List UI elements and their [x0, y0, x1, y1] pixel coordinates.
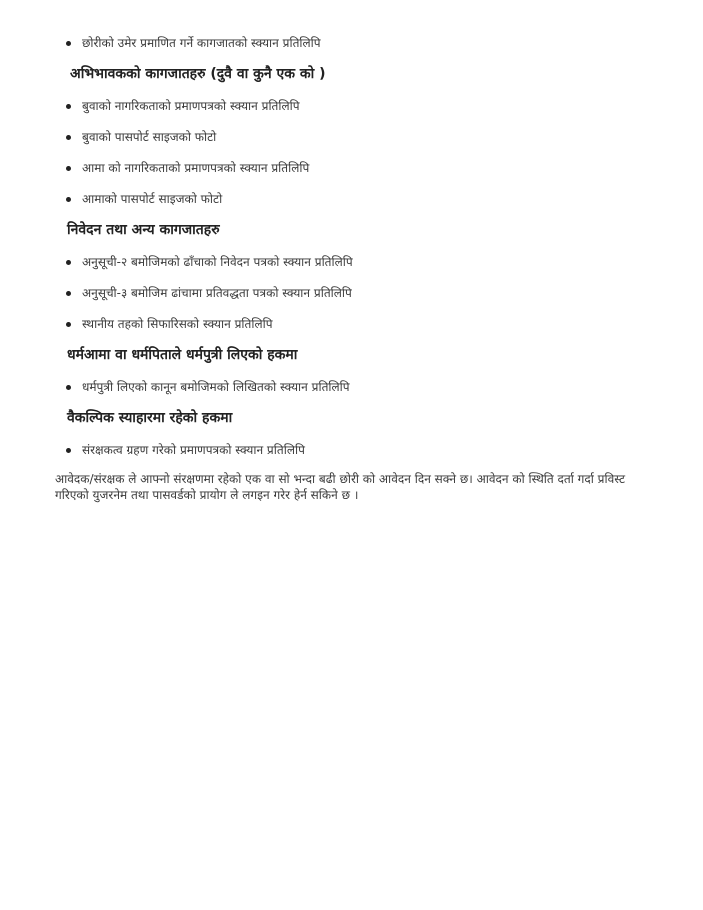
- heading-adoption-case: धर्मआमा वा धर्मपिताले धर्मपुत्री लिएको हकमा: [67, 347, 298, 363]
- list-item-annex3-commitment: अनुसूची-३ बमोजिम ढांचामा प्रतिवद्धता पत्रको स्क्यान प्रतिलिपि: [82, 286, 352, 300]
- list-item-local-recommendation: स्थानीय तहको सिफारिसको स्क्यान प्रतिलिपि: [82, 317, 273, 331]
- list-item-annex2-application: अनुसूची-२ बमोजिमको ढाँचाको निवेदन पत्रको स्क्यान प्रतिलिपि: [82, 255, 353, 269]
- heading-guardian-documents: अभिभावकको कागजातहरु (दुवै वा कुनै एक को ): [70, 66, 326, 82]
- list-item-mother-citizenship: आमा को नागरिकताको प्रमाणपत्रको स्क्यान प्रतिलिपि: [82, 161, 310, 175]
- heading-application-documents: निवेदन तथा अन्य कागजातहरु: [67, 222, 220, 238]
- list-item-father-photo: बुवाको पासपोर्ट साइजको फोटो: [82, 130, 217, 144]
- list-item-adoption-deed: धर्मपुत्री लिएको कानून बमोजिमको लिखितको स्क्यान प्रतिलिपि: [82, 380, 350, 394]
- list-item-guardianship-certificate: संरक्षकत्व ग्रहण गरेको प्रमाणपत्रको स्क्यान प्रतिलिपि: [82, 443, 305, 457]
- list-item-mother-photo: आमाको पासपोर्ट साइजको फोटो: [82, 192, 223, 206]
- note-line-1: आवेदक/संरक्षक ले आफ्नो संरक्षणमा रहेको एक वा सो भन्दा बढी छोरी को आवेदन दिन सक्ने छ। आवेदन को स्थिति दर्ता गर्दा प्रविस्ट: [55, 472, 626, 486]
- heading-alternative-care-case: वैकल्पिक स्याहारमा रहेको हकमा: [67, 410, 233, 426]
- note-paragraph: [55, 471, 655, 503]
- list-item-daughter-age-proof: छोरीको उमेर प्रमाणित गर्ने कागजातको स्क्यान प्रतिलिपि: [82, 36, 321, 50]
- note-line-2: गरिएको युजरनेम तथा पासवर्डको प्रायोग ले लगइन गरेर हेर्न सकिने छ ।: [55, 488, 359, 502]
- list-item-father-citizenship: बुवाको नागरिकताको प्रमाणपत्रको स्क्यान प्रतिलिपि: [82, 99, 300, 113]
